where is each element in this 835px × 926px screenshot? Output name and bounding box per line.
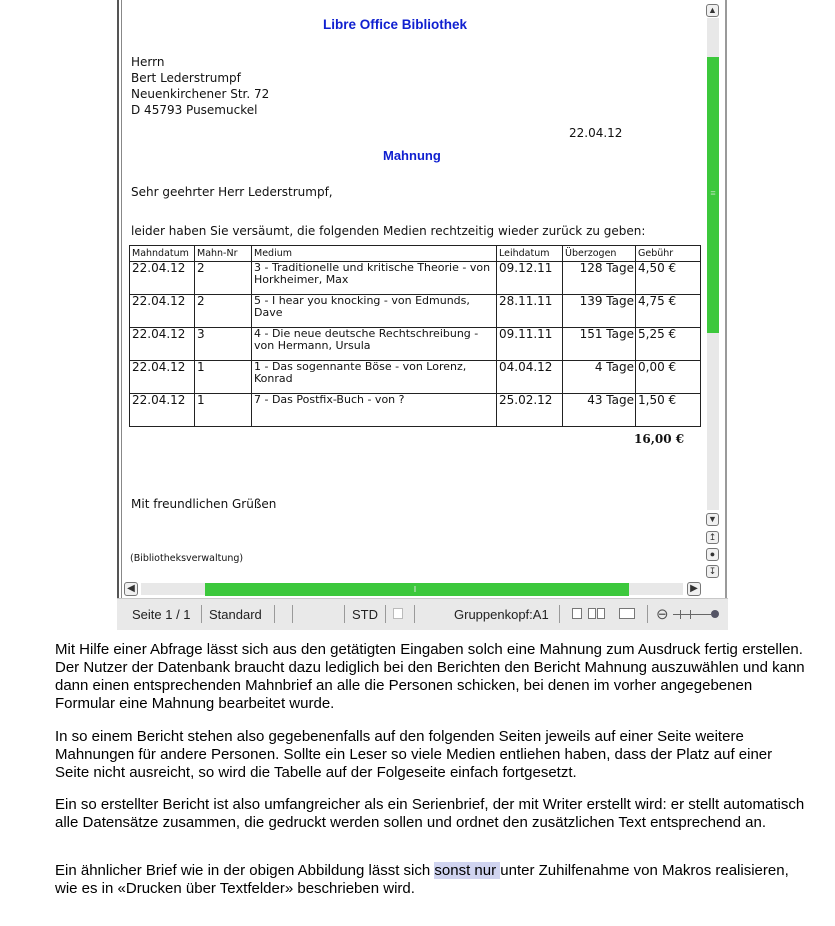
cell-medium: 4 - Die neue deutsche Rechtschreibung - von Hermann, Ursula xyxy=(252,328,497,361)
table-row xyxy=(130,295,701,328)
report-title: Libre Office Bibliothek xyxy=(323,17,468,32)
paragraph-text: unter Zuhilfenahme von Makros realisieren, wie es in «Drucken über Textfelder» beschrieben wird. xyxy=(55,862,789,897)
zoom-slider[interactable] xyxy=(673,614,711,615)
zoom-out-icon[interactable]: ⊖ xyxy=(656,606,669,623)
closing-text: Mit freundlichen Grüßen xyxy=(131,497,277,511)
status-separator xyxy=(559,605,560,623)
cell-leihdatum: 04.04.12 xyxy=(497,361,563,394)
multi-page-view-icon-part xyxy=(597,608,605,619)
cell-gebuehr: 5,25 € xyxy=(636,328,701,361)
signature: (Bibliotheksverwaltung) xyxy=(130,553,244,564)
cell-gebuehr: 1,50 € xyxy=(636,394,701,427)
scroll-left-icon[interactable]: ◀ xyxy=(124,582,138,596)
cell-mahndatum: 22.04.12 xyxy=(130,295,195,328)
status-bar xyxy=(117,598,728,630)
table-row xyxy=(130,394,701,427)
document-modified-icon xyxy=(393,608,403,619)
window-border-inner xyxy=(121,0,122,598)
cell-ueberzogen: 128 Tage xyxy=(563,262,636,295)
window-border-right xyxy=(725,0,727,598)
letter-heading: Mahnung xyxy=(383,148,441,163)
paragraph-text: Ein ähnlicher Brief wie in der obigen Abbildung lässt sich xyxy=(55,862,435,879)
address-line: Bert Lederstrumpf xyxy=(131,71,241,85)
salutation: Sehr geehrter Herr Lederstrumpf, xyxy=(131,185,333,199)
letter-date: 22.04.12 xyxy=(569,126,623,140)
cell-mahnnr: 1 xyxy=(195,361,252,394)
page-indicator[interactable]: Seite 1 / 1 xyxy=(132,607,191,622)
cell-mahnnr: 1 xyxy=(195,394,252,427)
status-separator xyxy=(274,605,275,623)
scroll-down-icon[interactable]: ▼ xyxy=(706,513,719,526)
cell-mahnnr: 3 xyxy=(195,328,252,361)
zoom-slider-tick xyxy=(690,610,691,619)
overdue-table xyxy=(129,245,701,427)
status-separator xyxy=(414,605,415,623)
body-paragraph xyxy=(55,862,805,898)
body-paragraph: Mit Hilfe einer Abfrage lässt sich aus den getätigten Eingaben solch eine Mahnung zum Ausdruck fertig erstellen. Der Nutzer der Datenbank braucht dazu lediglich bei den Berichten den Bericht Mahnung auszuwählen und kann dann einen entsprechenden Mahnbrief an alle die Personen schicken, bei denen im vorher angegebenen Formular eine Mahnung bearbeitet wurde. xyxy=(55,641,805,712)
cell-leihdatum: 28.11.11 xyxy=(497,295,563,328)
column-header: Leihdatum xyxy=(497,246,563,262)
table-row xyxy=(130,262,701,295)
navigator-icon[interactable]: ● xyxy=(706,548,719,561)
section-name: Gruppenkopf:A1 xyxy=(454,607,549,622)
highlighted-text: sonst nur xyxy=(434,862,501,879)
selection-mode[interactable]: STD xyxy=(352,607,378,622)
table-row xyxy=(130,361,701,394)
cell-gebuehr: 4,75 € xyxy=(636,295,701,328)
cell-ueberzogen: 4 Tage xyxy=(563,361,636,394)
cell-gebuehr: 4,50 € xyxy=(636,262,701,295)
cell-medium: 7 - Das Postfix-Buch - von ? xyxy=(252,394,497,427)
multi-page-view-icon[interactable] xyxy=(588,608,596,619)
page-style[interactable]: Standard xyxy=(209,607,262,622)
table-row xyxy=(130,328,701,361)
address-line: Herrn xyxy=(131,55,165,69)
cell-ueberzogen: 139 Tage xyxy=(563,295,636,328)
cell-mahndatum: 22.04.12 xyxy=(130,361,195,394)
status-separator xyxy=(201,605,202,623)
address-line: Neuenkirchener Str. 72 xyxy=(131,87,270,101)
single-page-view-icon[interactable] xyxy=(572,608,582,619)
zoom-slider-tick xyxy=(680,610,681,619)
scroll-right-icon[interactable]: ▶ xyxy=(687,582,701,596)
scroll-up-icon[interactable]: ▲ xyxy=(706,4,719,17)
address-line: D 45793 Pusemuckel xyxy=(131,103,258,117)
table-header-row xyxy=(130,246,701,262)
next-page-icon[interactable]: ↧ xyxy=(706,565,719,578)
body-paragraph: Ein so erstellter Bericht ist also umfangreicher als ein Serienbrief, der mit Writer erstellt wird: er stellt automatisch alle Datensätze zusammen, die gedruckt werden sollen und ordnet den zusätzlichen Text entsprechend an. xyxy=(55,796,805,831)
cell-mahndatum: 22.04.12 xyxy=(130,394,195,427)
grip-icon: ‖ xyxy=(413,585,417,594)
cell-medium: 3 - Traditionelle und kritische Theorie - von Horkheimer, Max xyxy=(252,262,497,295)
cell-mahndatum: 22.04.12 xyxy=(130,262,195,295)
window-border-left xyxy=(117,0,119,598)
status-separator xyxy=(385,605,386,623)
cell-medium: 1 - Das sogennante Böse - von Lorenz, Konrad xyxy=(252,361,497,394)
cell-leihdatum: 09.11.11 xyxy=(497,328,563,361)
book-view-icon[interactable] xyxy=(619,608,635,619)
report-screenshot xyxy=(117,0,728,629)
status-separator xyxy=(344,605,345,623)
intro-text: leider haben Sie versäumt, die folgenden Medien rechtzeitig wieder zurück zu geben: xyxy=(131,224,646,238)
status-separator xyxy=(292,605,293,623)
column-header: Medium xyxy=(252,246,497,262)
cell-mahnnr: 2 xyxy=(195,295,252,328)
column-header: Überzogen xyxy=(563,246,636,262)
zoom-in-icon[interactable] xyxy=(711,610,719,618)
cell-leihdatum: 25.02.12 xyxy=(497,394,563,427)
column-header: Mahndatum xyxy=(130,246,195,262)
cell-mahndatum: 22.04.12 xyxy=(130,328,195,361)
horizontal-scrollbar[interactable] xyxy=(123,581,703,597)
cell-mahnnr: 2 xyxy=(195,262,252,295)
cell-leihdatum: 09.12.11 xyxy=(497,262,563,295)
body-paragraph: In so einem Bericht stehen also gegebenenfalls auf den folgenden Seiten jeweils auf einer Seite weitere Mahnungen für andere Personen. Sollte ein Leser so viele Medien entliehen haben, dass der Platz auf einer Seite nicht ausreicht, so wird die Tabelle auf der Folgeseite einfach fortgesetzt. xyxy=(55,728,773,781)
cell-ueberzogen: 151 Tage xyxy=(563,328,636,361)
previous-page-icon[interactable]: ↥ xyxy=(706,531,719,544)
grip-icon: ≡ xyxy=(710,188,716,198)
vertical-scrollbar[interactable] xyxy=(703,0,721,530)
cell-ueberzogen: 43 Tage xyxy=(563,394,636,427)
total-amount: 16,00 € xyxy=(634,432,685,446)
column-header: Mahn-Nr xyxy=(195,246,252,262)
report-page xyxy=(123,0,703,580)
status-separator xyxy=(647,605,648,623)
column-header: Gebühr xyxy=(636,246,701,262)
cell-gebuehr: 0,00 € xyxy=(636,361,701,394)
cell-medium: 5 - I hear you knocking - von Edmunds, Dave xyxy=(252,295,497,328)
